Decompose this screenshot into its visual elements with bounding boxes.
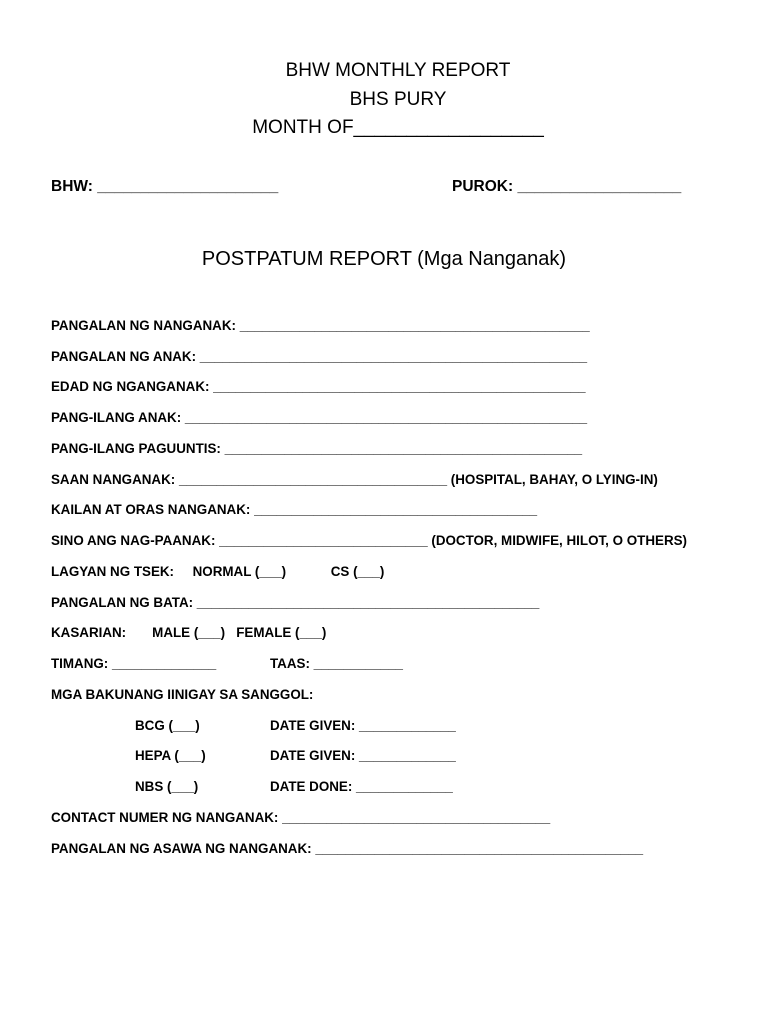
nbs-checkbox[interactable]: NBS (___) xyxy=(135,779,199,794)
nbs-date-field[interactable]: DATE DONE: _____________ xyxy=(270,779,453,794)
pang-ilang-anak-field[interactable]: PANG-ILANG ANAK: ______________________________________________________ xyxy=(51,410,588,425)
pangalan-anak-field[interactable]: PANGALAN NG ANAK: ____________________________________________________ xyxy=(51,349,588,364)
month-of-field[interactable]: MONTH OF__________________ xyxy=(252,117,544,138)
report-title: BHW MONTHLY REPORT xyxy=(285,60,511,81)
pangalan-bata-field[interactable]: PANGALAN NG BATA: ______________________________________________ xyxy=(51,595,540,610)
hepa-date-field[interactable]: DATE GIVEN: _____________ xyxy=(270,748,456,763)
bcg-checkbox[interactable]: BCG (___) xyxy=(135,718,200,733)
kailan-oras-field[interactable]: KAILAN AT ORAS NANGANAK: ______________________________________ xyxy=(51,502,538,517)
sino-nag-paanak-field[interactable]: SINO ANG NAG-PAANAK: ____________________________ (DOCTOR, MIDWIFE, HILOT, O OTHERS) xyxy=(51,533,688,548)
contact-field[interactable]: CONTACT NUMER NG NANGANAK: ____________________________________ xyxy=(51,810,551,825)
timang-field[interactable]: TIMANG: ______________ xyxy=(51,656,217,671)
lagyan-tsek-field[interactable]: LAGYAN NG TSEK: NORMAL (___) CS (___) xyxy=(51,564,385,579)
station-name: BHS PURY xyxy=(349,89,447,110)
purok-field[interactable]: PUROK: ___________________ xyxy=(452,178,682,195)
bhw-field[interactable]: BHW: _____________________ xyxy=(51,178,279,195)
taas-field[interactable]: TAAS: ____________ xyxy=(270,656,404,671)
saan-nanganak-field[interactable]: SAAN NANGANAK: ____________________________________ (HOSPITAL, BAHAY, O LYING-IN) xyxy=(51,472,658,487)
section-title: POSTPATUM REPORT (Mga Nanganak) xyxy=(201,248,567,270)
kasarian-field[interactable]: KASARIAN: MALE (___) FEMALE (___) xyxy=(51,625,327,640)
bakuna-heading: MGA BAKUNANG IINIGAY SA SANGGOL: xyxy=(51,687,314,702)
bcg-date-field[interactable]: DATE GIVEN: _____________ xyxy=(270,718,456,733)
hepa-checkbox[interactable]: HEPA (___) xyxy=(135,748,206,763)
asawa-field[interactable]: PANGALAN NG ASAWA NG NANGANAK: ____________________________________________ xyxy=(51,841,644,856)
pang-ilang-paguuntis-field[interactable]: PANG-ILANG PAGUUNTIS: ________________________________________________ xyxy=(51,441,583,456)
pangalan-nanganak-field[interactable]: PANGALAN NG NANGANAK: _______________________________________________ xyxy=(51,318,590,333)
edad-field[interactable]: EDAD NG NGANGANAK: __________________________________________________ xyxy=(51,379,586,394)
